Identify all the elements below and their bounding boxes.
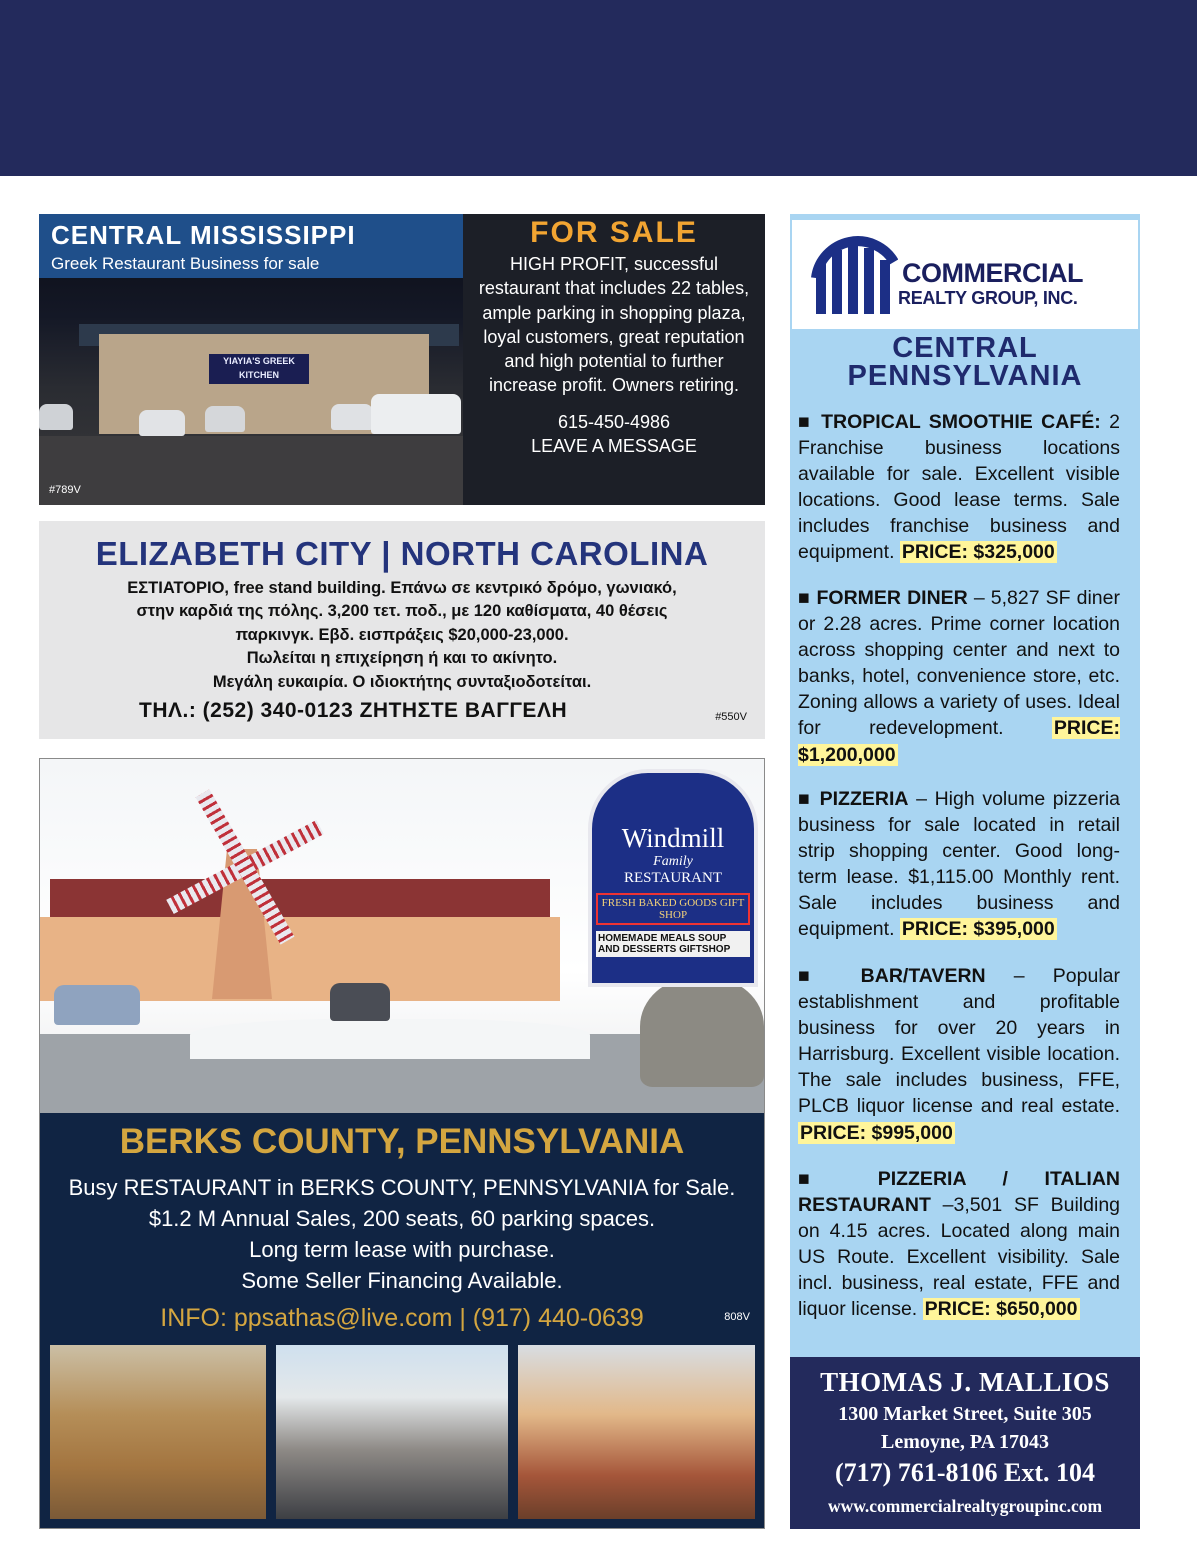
ad-line: ΕΣΤΙΑΤΟΡΙΟ, free stand building. Επάνω σε κεντρικό δρόμο, γωνιακό,	[127, 579, 677, 597]
contact-website-link[interactable]: www.commercialrealtygroupinc.com	[827, 1496, 1103, 1516]
listing-text: – High volume pizzeria business for sale located in retail strip shopping center. Good long-term lease. $1,115.00 Monthly rent. Sale includes business and equipment.	[798, 788, 1120, 941]
sign-meals: HOMEMADE MEALS SOUP AND DESSERTS GIFTSHOP	[596, 931, 750, 957]
ad-line: $1.2 M Annual Sales, 200 seats, 60 parking spaces.	[148, 1206, 656, 1231]
sign-bakery: FRESH BAKED GOODS GIFT SHOP	[596, 893, 750, 925]
windmill-sign	[588, 769, 758, 987]
listing-name: PIZZERIA / ITALIAN RESTAURANT	[798, 1168, 1120, 1217]
ad-central-mississippi	[39, 214, 765, 505]
ad-message-note: LEAVE A MESSAGE	[531, 435, 697, 456]
ad-contact-info[interactable]: INFO: ppsathas@live.com | (917) 440-0639	[160, 1304, 644, 1332]
interior-counter-photo	[50, 1345, 266, 1519]
ad-title: CENTRAL MISSISSIPPI	[51, 220, 356, 250]
region-line1: CENTRAL	[892, 332, 1038, 364]
restaurant-night-photo	[39, 214, 463, 505]
ad-ref: 808V	[724, 1311, 750, 1323]
ad-subtitle: Greek Restaurant Business for sale	[51, 254, 320, 273]
logo-text-line1: COMMERCIAL	[902, 258, 1083, 288]
ad-title: BERKS COUNTY, PENNSYLVANIA	[119, 1122, 685, 1161]
restaurant-sign: YIAYIA'S GREEK KITCHEN	[209, 354, 309, 384]
top-banner	[0, 0, 1197, 176]
listing-item	[798, 409, 1120, 566]
sign-family: Family	[653, 854, 693, 869]
listing-name: PIZZERIA	[819, 788, 909, 810]
listing-text: – 5,827 SF diner or 2.28 acres. Prime corner location across shopping center and next to banks, hotel, convenience store, etc. Zoning allows a variety of uses. Ideal for redevelopment.	[798, 587, 1120, 740]
ad-ref: #789V	[49, 484, 81, 496]
ad-line: Long term lease with purchase.	[249, 1237, 555, 1262]
listing-price: PRICE: $325,000	[901, 541, 1055, 564]
ad-phone[interactable]: ΤΗΛ.: (252) 340-0123 ΖΗΤΗΣΤΕ ΒΑΓΓΕΛΗ	[139, 699, 568, 722]
listing-price: PRICE: $1,200,000	[798, 717, 1121, 766]
bullet-icon: ■	[798, 965, 861, 987]
ad-title: ELIZABETH CITY | NORTH CAROLINA	[95, 535, 709, 572]
listing-item	[798, 585, 1120, 768]
listing-name: TROPICAL SMOOTHIE CAFÉ:	[821, 411, 1101, 433]
listing-name: FORMER DINER	[816, 587, 968, 609]
ad-line: παρκινγκ. Εβδ. εισπράξεις $20,000-23,000.	[235, 625, 569, 644]
realty-contact-box	[790, 1357, 1140, 1529]
ad-line: Busy RESTAURANT in BERKS COUNTY, PENNSYLVANIA for Sale.	[68, 1175, 736, 1200]
ad-phone[interactable]: 615-450-4986	[557, 411, 671, 432]
ad-elizabeth-city	[39, 521, 765, 739]
address-line1: 1300 Market Street, Suite 305	[838, 1403, 1092, 1425]
ad-description	[39, 577, 765, 694]
listing-text: 2 Franchise business locations available for sale. Excellent visible locations. Good lease terms. Sale includes franchise business and equipment.	[798, 411, 1120, 564]
region-line2: PENNSYLVANIA	[847, 360, 1083, 392]
listing-price: PRICE: $650,000	[924, 1298, 1078, 1321]
ad-details	[463, 214, 765, 505]
commercial-realty-logo	[792, 220, 1138, 329]
ad-header	[39, 214, 463, 278]
contact-address	[790, 1400, 1140, 1456]
listing-price: PRICE: $395,000	[901, 918, 1055, 941]
contact-phone[interactable]: (717) 761-8106 Ext. 104	[835, 1458, 1095, 1487]
bullet-icon: ■	[798, 788, 820, 810]
bullet-icon: ■	[798, 587, 817, 609]
region-heading	[790, 334, 1140, 390]
ad-berks-county	[39, 758, 765, 1529]
windmill-restaurant-photo	[40, 759, 764, 1113]
listing-text: –3,501 SF Building on 4.15 acres. Located along main US Route. Excellent visibility. Sale incl. business, real estate, FFE and liquor license.	[798, 1194, 1121, 1321]
ad-description	[40, 1172, 764, 1296]
exterior-deck-photo	[518, 1345, 755, 1519]
parking-motorcycle-photo	[276, 1345, 508, 1519]
ad-line: Πωλείται η επιχείρηση ή και το ακίνητο.	[246, 649, 558, 668]
ad-line: Some Seller Financing Available.	[241, 1268, 563, 1293]
bullet-icon: ■	[798, 411, 822, 433]
contact-name: THOMAS J. MALLIOS	[820, 1367, 1110, 1397]
listing-item	[798, 1166, 1120, 1323]
listing-item	[798, 786, 1120, 943]
sign-restaurant: RESTAURANT	[624, 870, 722, 886]
logo-text-line2: REALTY GROUP, INC.	[898, 288, 1078, 308]
ad-description: HIGH PROFIT, successful restaurant that includes 22 tables, ample parking in shopping plaza, loyal customers, great reputation and high potential to further increase profit. Owners retiring.	[478, 254, 750, 396]
ad-line: Μεγάλη ευκαιρία. Ο ιδιοκτήτης συνταξιοδοτείται.	[212, 672, 592, 691]
ad-ref: #550V	[715, 711, 747, 723]
listing-price: PRICE: $995,000	[800, 1121, 953, 1144]
listing-item	[798, 963, 1120, 1146]
listing-name: BAR/TAVERN	[860, 965, 986, 987]
listing-text: – Popular establishment and profitable business for over 20 years in Harrisburg. Excellent visible location. The sale includes business, FFE, PLCB liquor license and real estate.	[798, 965, 1120, 1118]
ad-line: στην καρδιά της πόλης. 3,200 τετ. ποδ., με 120 καθίσματα, 40 θέσεις	[136, 602, 668, 621]
address-line2: Lemoyne, PA 17043	[881, 1431, 1049, 1453]
bullet-icon: ■	[798, 1168, 878, 1190]
for-sale-heading: FOR SALE	[530, 216, 698, 249]
sign-name: Windmill	[621, 823, 725, 853]
logo-building-icon	[808, 228, 898, 314]
ad-commercial-realty	[790, 214, 1140, 1529]
